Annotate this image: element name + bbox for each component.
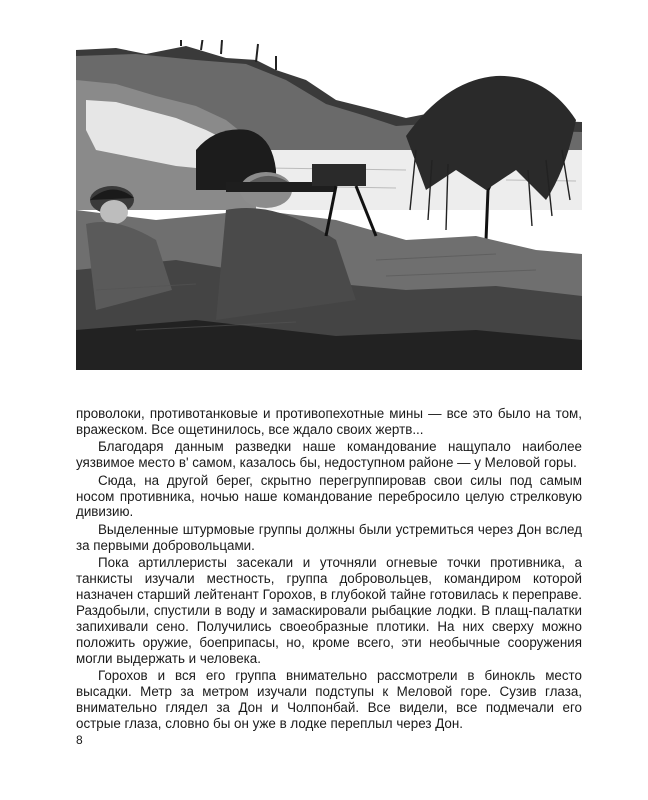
paragraph: Сюда, на другой берег, скрытно перегруппировав свои силы под самым носом противника, ночью наше командование перебросило целую стрелковую дивизию. <box>76 472 582 520</box>
paragraph: Выделенные штурмовые группы должны были устремиться через Дон вслед за первыми добровольцами. <box>76 521 582 553</box>
paragraph: Пока артиллеристы засекали и уточняли огневые точки противника, а танкисты изучали местность, группа добровольцев, командиром которой назначен старший лейтенант Горохов, в глубокой тайне готовилась к переправе. Раздобыли, спустили в воду и замаскировали рыбацкие лодки. В плащ-палатки запихивали сено. Получились своеобразные плотики. На них сверху можно положить оружие, боеприпасы, но, кроме всего, эти необычные сооружения могли выдержать и человека. <box>76 555 582 666</box>
paragraph: Благодаря данным разведки наше командование нащупало наиболее уязвимое место в' самом, казалось бы, недоступном районе — у Меловой горы. <box>76 439 582 471</box>
body-text <box>76 406 582 733</box>
page-number: 8 <box>76 733 83 747</box>
paragraph: проволоки, противотанковые и противопехотные мины — все это было на том, вражеском. Все ощетинилось, все ждало своих жертв... <box>76 406 582 437</box>
war-scene-illustration <box>76 40 582 370</box>
paragraph: Горохов и вся его группа внимательно рассмотрели в бинокль место высадки. Метр за метром изучали подступы к Меловой горе. Сузив глаза, внимательно глядел за Дон и Чолпонбай. Все видели, все подмечали его острые глаза, словно бы он уже в лодке переплыл через Дон. <box>76 668 582 731</box>
illustration <box>76 40 582 370</box>
